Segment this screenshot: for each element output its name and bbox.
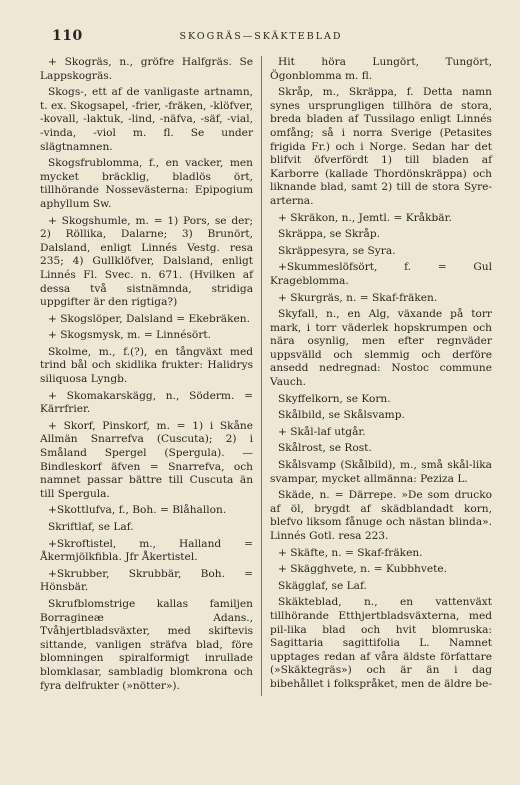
dictionary-entry: Skriftlaf, se Laf. [48,521,134,533]
dictionary-entry: Skålrost, se Rost. [278,442,372,455]
dictionary-entry: +Skroftistel, m., Halland = Åkermjölkfibla. Jfr Åkertistel. [40,537,254,564]
dictionary-entry: Skrufblomstrige kallas familjen Borragineæ Adans., Tvåhjertbladsväxter, med skiftevis sittande, vanligen sträfva blad, före blomningen spiralformigt inrullade blomklasar, sambladig blomkrona och fyra delfrukter (»nötter»). [40,597,254,692]
dictionary-entry: Skyffelkorn, se Korn. [278,392,391,405]
two-column-body [30,56,492,696]
dictionary-entry: Skogsfrublomma, f., en vacker, men mycket bräcklig, bladlös ört, tillhörande Nossevästerna: Epipogium aphyllum Sw. [40,157,254,210]
dictionary-entry: + Skägghvete, n. = Kubbhvete. [278,563,447,576]
page-number: 110 [52,28,83,44]
dictionary-entry: Skogs-, ett af de vanligaste artnamn, t. ex. Skogsapel, -frier, -fräken, -klöfver, -kovall, -laktuk, -lind, -näfva, -säf, -vial, -vinda, -viol m. fl. Se under slägtnamnen. [40,86,254,153]
dictionary-entry: + Skäfte, n. = Skaf-fräken. [278,546,423,559]
dictionary-entry: Skolme, m., f.(?), en tångväxt med trind bål och skidlika frukter: Halidrys siliquosa Lyngb. [40,345,254,386]
dictionary-entry: Skålsvamp (Skålbild), m., små skål-lika svampar, mycket allmänna: Peziza L. [270,459,492,485]
dictionary-entry: + Skräkon, n., Jemtl. = Kråkbär. [278,211,452,224]
dictionary-entry: + Skorf, Pinskorf, m. = 1) i Skåne Allmän Snarrefva (Cuscuta); 2) i Småland Spergel (Spergula). — Bindleskorf äfven = Snarrefva, och namnet passar bättre till Cuscuta än till Spergula. [40,419,254,500]
dictionary-entry: + Skogräs, n., gröfre Halfgräs. Se Lappskogräs. [40,56,254,82]
dictionary-entry: Skäkteblad, n., en vattenväxt tillhörande Etthjertbladsväxterna, med pil-lika blad och hvit blomruska: Sagittaria sagittifolia L. Namnet upptages redan af våra äldste författare (»Skäktegräs») och är än i dag bibehållet i folkspråket, men de äldre be- [270,596,492,690]
dictionary-entry: + Skurgräs, n. = Skaf-fräken. [278,291,438,304]
dictionary-entry: Hit höra Lungört, Tungört, Ögonblomma m. fl. [270,56,492,82]
dictionary-entry: + Skogsmysk, m. = Linnésört. [48,329,212,342]
dictionary-entry: + Skogslöper, Dalsland = Ekebräken. [48,312,250,325]
dictionary-entry: +Skummeslöfsört, f. = Gul Krageblomma. [270,261,492,287]
dictionary-entry: + Skomakarskägg, n., Söderm. = Kärrfrier. [40,389,254,416]
dictionary-entry: + Skål-laf utgår. [278,425,366,438]
dictionary-entry: +Skrubber, Skrubbär, Boh. = Hönsbär. [40,567,254,594]
dictionary-entry: Skräppa, se Skråp. [278,228,380,241]
dictionary-entry: Skägglaf, se Laf. [278,579,367,592]
dictionary-entry: +Skottlufva, f., Boh. = Blåhallon. [48,504,227,517]
left-column [30,56,261,696]
right-column [261,56,492,696]
dictionary-entry: Skyfall, n., en Alg, växande på torr mark, i torr väderlek hopskrumpen och nära osynlig, men efter regnväder uppsvälld och slemmig och derföre ansedd nedregnad: Nostoc commune Vauch. [270,308,492,389]
dictionary-entry: Skäde, n. = Därrepe. »De som drucko af öl, brygdt af skädblandadt korn, blefvo liksom fånuge och nästan blinda». Linnés Gotl. resa 223. [270,489,492,542]
dictionary-entry: Skålbild, se Skålsvamp. [278,409,405,422]
dictionary-entry: Skråp, m., Skräppa, f. Detta namn synes ursprungligen tillhöra de stora, breda bladen af Tussilago enligt Linnés omfång; så i norra Sverige (Petasites frigida Fr.) och i Norge. Sedan har det blifvit öfverfördt 1) till bladen af Karborre (kallade Thordönskräppa) och liknande blad, samt 2) till de stora Syre-arterna. [270,86,492,207]
dictionary-entry: + Skogshumle, m. = 1) Pors, se der; 2) Röllika, Dalarne; 3) Brunört, Dalsland, enligt Linnés Vestg. resa 235; 4) Gullklöfver, Dalsland, enligt Linnés Fl. Svec. n. 671. (Hvilken af dessa två sistnämnda, stridiga uppgifter är den rigtiga?) [40,214,254,309]
running-title: SKOGRÄS—SKÄKTEBLAD [179,31,343,42]
dictionary-entry: Skräppesyra, se Syra. [278,244,396,257]
page-header [30,28,492,50]
